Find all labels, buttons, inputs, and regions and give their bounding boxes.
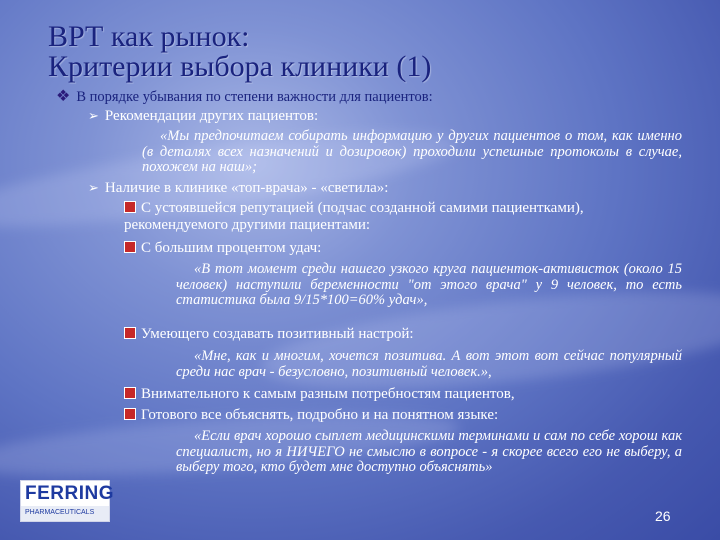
list-item-label: Наличие в клинике «топ-врача» - «светила»: [104,180,389,196]
quote-patients: «Мы предпочитаем собирать информацию у других пациентов о том, как именно (в деталях всех назначений и дозировок) проходили успешные протоколы в случае, похожем на наш»; [142,128,682,175]
sub-item-positive [124,326,684,343]
sub-item-attentive [124,386,684,403]
square-bullet-icon [124,241,136,253]
list-item-top-doctor [88,180,388,197]
intro-text: В порядке убывания по степени важности для пациентов: [76,89,433,105]
sub-item-reputation [124,200,684,234]
sub-item-label: С устоявшейся репутацией (подчас созданной самими пациентками), рекомендуемого другими пациентами: [124,200,584,233]
quote-statistics: «В тот момент среди нашего узкого круга пациенток-активисток (около 15 человек) наступили беременности "от этого врача" у 9 человек, то есть статистика была 9/15*100=60% удач», [176,261,682,308]
quote-positive: «Мне, как и многим, хочется позитива. А вот этот вот сейчас популярный среди нас врач - безусловно, позитивный человек.», [176,348,682,380]
ferring-logo [20,480,114,522]
sub-item-label: Умеющего создавать позитивный настрой: [141,326,414,342]
square-bullet-icon [124,408,136,420]
list-item-recommendations [88,108,318,125]
list-item-label: Рекомендации других пациентов: [104,108,319,124]
intro-line [56,86,433,106]
arrowhead-bullet-icon: ➢ [88,108,99,123]
square-bullet-icon [124,327,136,339]
logo-subtitle: PHARMACEUTICALS [25,509,95,516]
square-bullet-icon [124,387,136,399]
slide-title-line-2: Критерии выбора клиники (1) [48,50,432,83]
arrowhead-bullet-icon: ➢ [88,180,99,195]
page-number: 26 [655,508,671,524]
slide-title-line-1: ВРТ как рынок: [48,20,250,53]
sub-item-explains [124,407,684,424]
quote-explanation: «Если врач хорошо сыплет медицинскими терминами и сам по себе хорош как специалист, но я НИЧЕГО не смыслю в вопросе - я скорее всего его не выберу, а выберу того, кто будет мне доступно объяснять» [176,428,682,475]
diamond-bullet-icon: ❖ [56,88,71,105]
square-bullet-icon [124,201,136,213]
sub-item-label: Внимательного к самым разным потребностям пациентов, [141,386,515,402]
logo-name: FERRING [25,483,114,504]
sub-item-label: С большим процентом удач: [141,240,322,256]
sub-item-success-rate [124,240,684,257]
sub-item-label: Готового все объяснять, подробно и на понятном языке: [141,407,499,423]
